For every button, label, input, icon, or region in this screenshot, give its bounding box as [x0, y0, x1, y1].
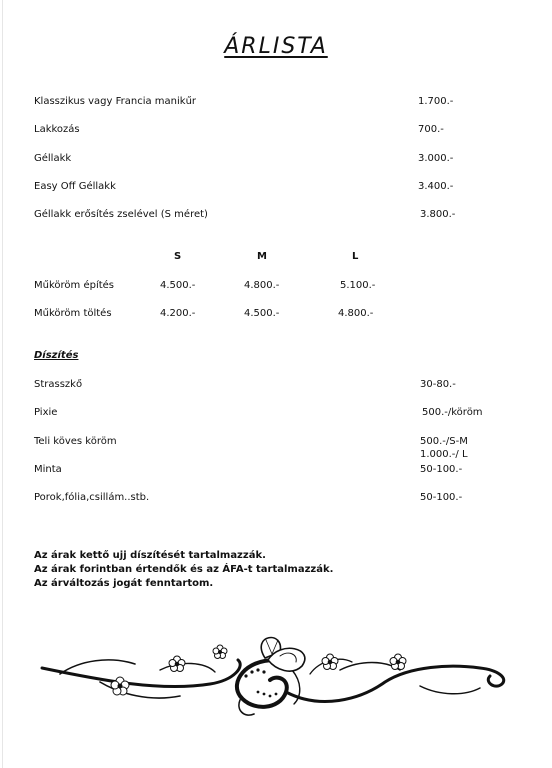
size-row-name: Műköröm építés — [34, 280, 115, 291]
service-name: Klasszikus vagy Francia manikűr — [34, 96, 197, 107]
decoration-item-price: 30-80.- — [420, 379, 456, 390]
service-name: Easy Off Géllakk — [34, 181, 116, 192]
size-cell: 4.500.- — [160, 280, 196, 291]
service-price: 3.800.- — [420, 209, 456, 220]
service-price: 1.700.- — [418, 96, 454, 107]
service-price: 700.- — [418, 124, 444, 135]
decoration-item-price: 50-100.- — [420, 464, 463, 475]
decoration-item-price-secondary: 1.000.-/ L — [420, 449, 468, 460]
decoration-item-name: Porok,fólia,csillám..stb. — [34, 492, 150, 503]
page-edge — [2, 0, 3, 768]
size-cell: 4.800.- — [244, 280, 280, 291]
size-cell: 4.800.- — [338, 308, 374, 319]
decoration-heading: Díszítés — [34, 350, 79, 361]
decoration-item-price: 50-100.- — [420, 492, 463, 503]
size-cell: 4.500.- — [244, 308, 280, 319]
note-line: Az árak kettő ujj díszítését tartalmazzák. — [34, 550, 266, 561]
note-line: Az árváltozás jogát fenntartom. — [34, 578, 214, 589]
size-cell: 5.100.- — [340, 280, 376, 291]
decoration-item-name: Pixie — [34, 407, 58, 418]
decoration-item-name: Strasszkő — [34, 379, 83, 390]
service-name: Géllakk — [34, 153, 72, 164]
service-name: Lakkozás — [34, 124, 80, 135]
note-line: Az árak forintban értendők és az ÁFA-t tartalmazzák. — [34, 564, 334, 575]
decoration-item-price: 500.-/S-M — [420, 436, 468, 447]
decoration-item-name: Minta — [34, 464, 62, 475]
floral-butterfly-swirl-icon — [40, 630, 510, 720]
size-header-l: L — [352, 251, 359, 262]
page-title: ÁRLISTA — [224, 34, 328, 59]
service-price: 3.000.- — [418, 153, 454, 164]
decoration-item-price: 500.-/köröm — [422, 407, 483, 418]
decoration-item-name: Teli köves köröm — [34, 436, 117, 447]
size-header-s: S — [174, 251, 182, 262]
size-header-m: M — [257, 251, 267, 262]
service-price: 3.400.- — [418, 181, 454, 192]
size-cell: 4.200.- — [160, 308, 196, 319]
size-row-name: Műköröm töltés — [34, 308, 112, 319]
service-name: Géllakk erősítés zselével (S méret) — [34, 209, 208, 220]
